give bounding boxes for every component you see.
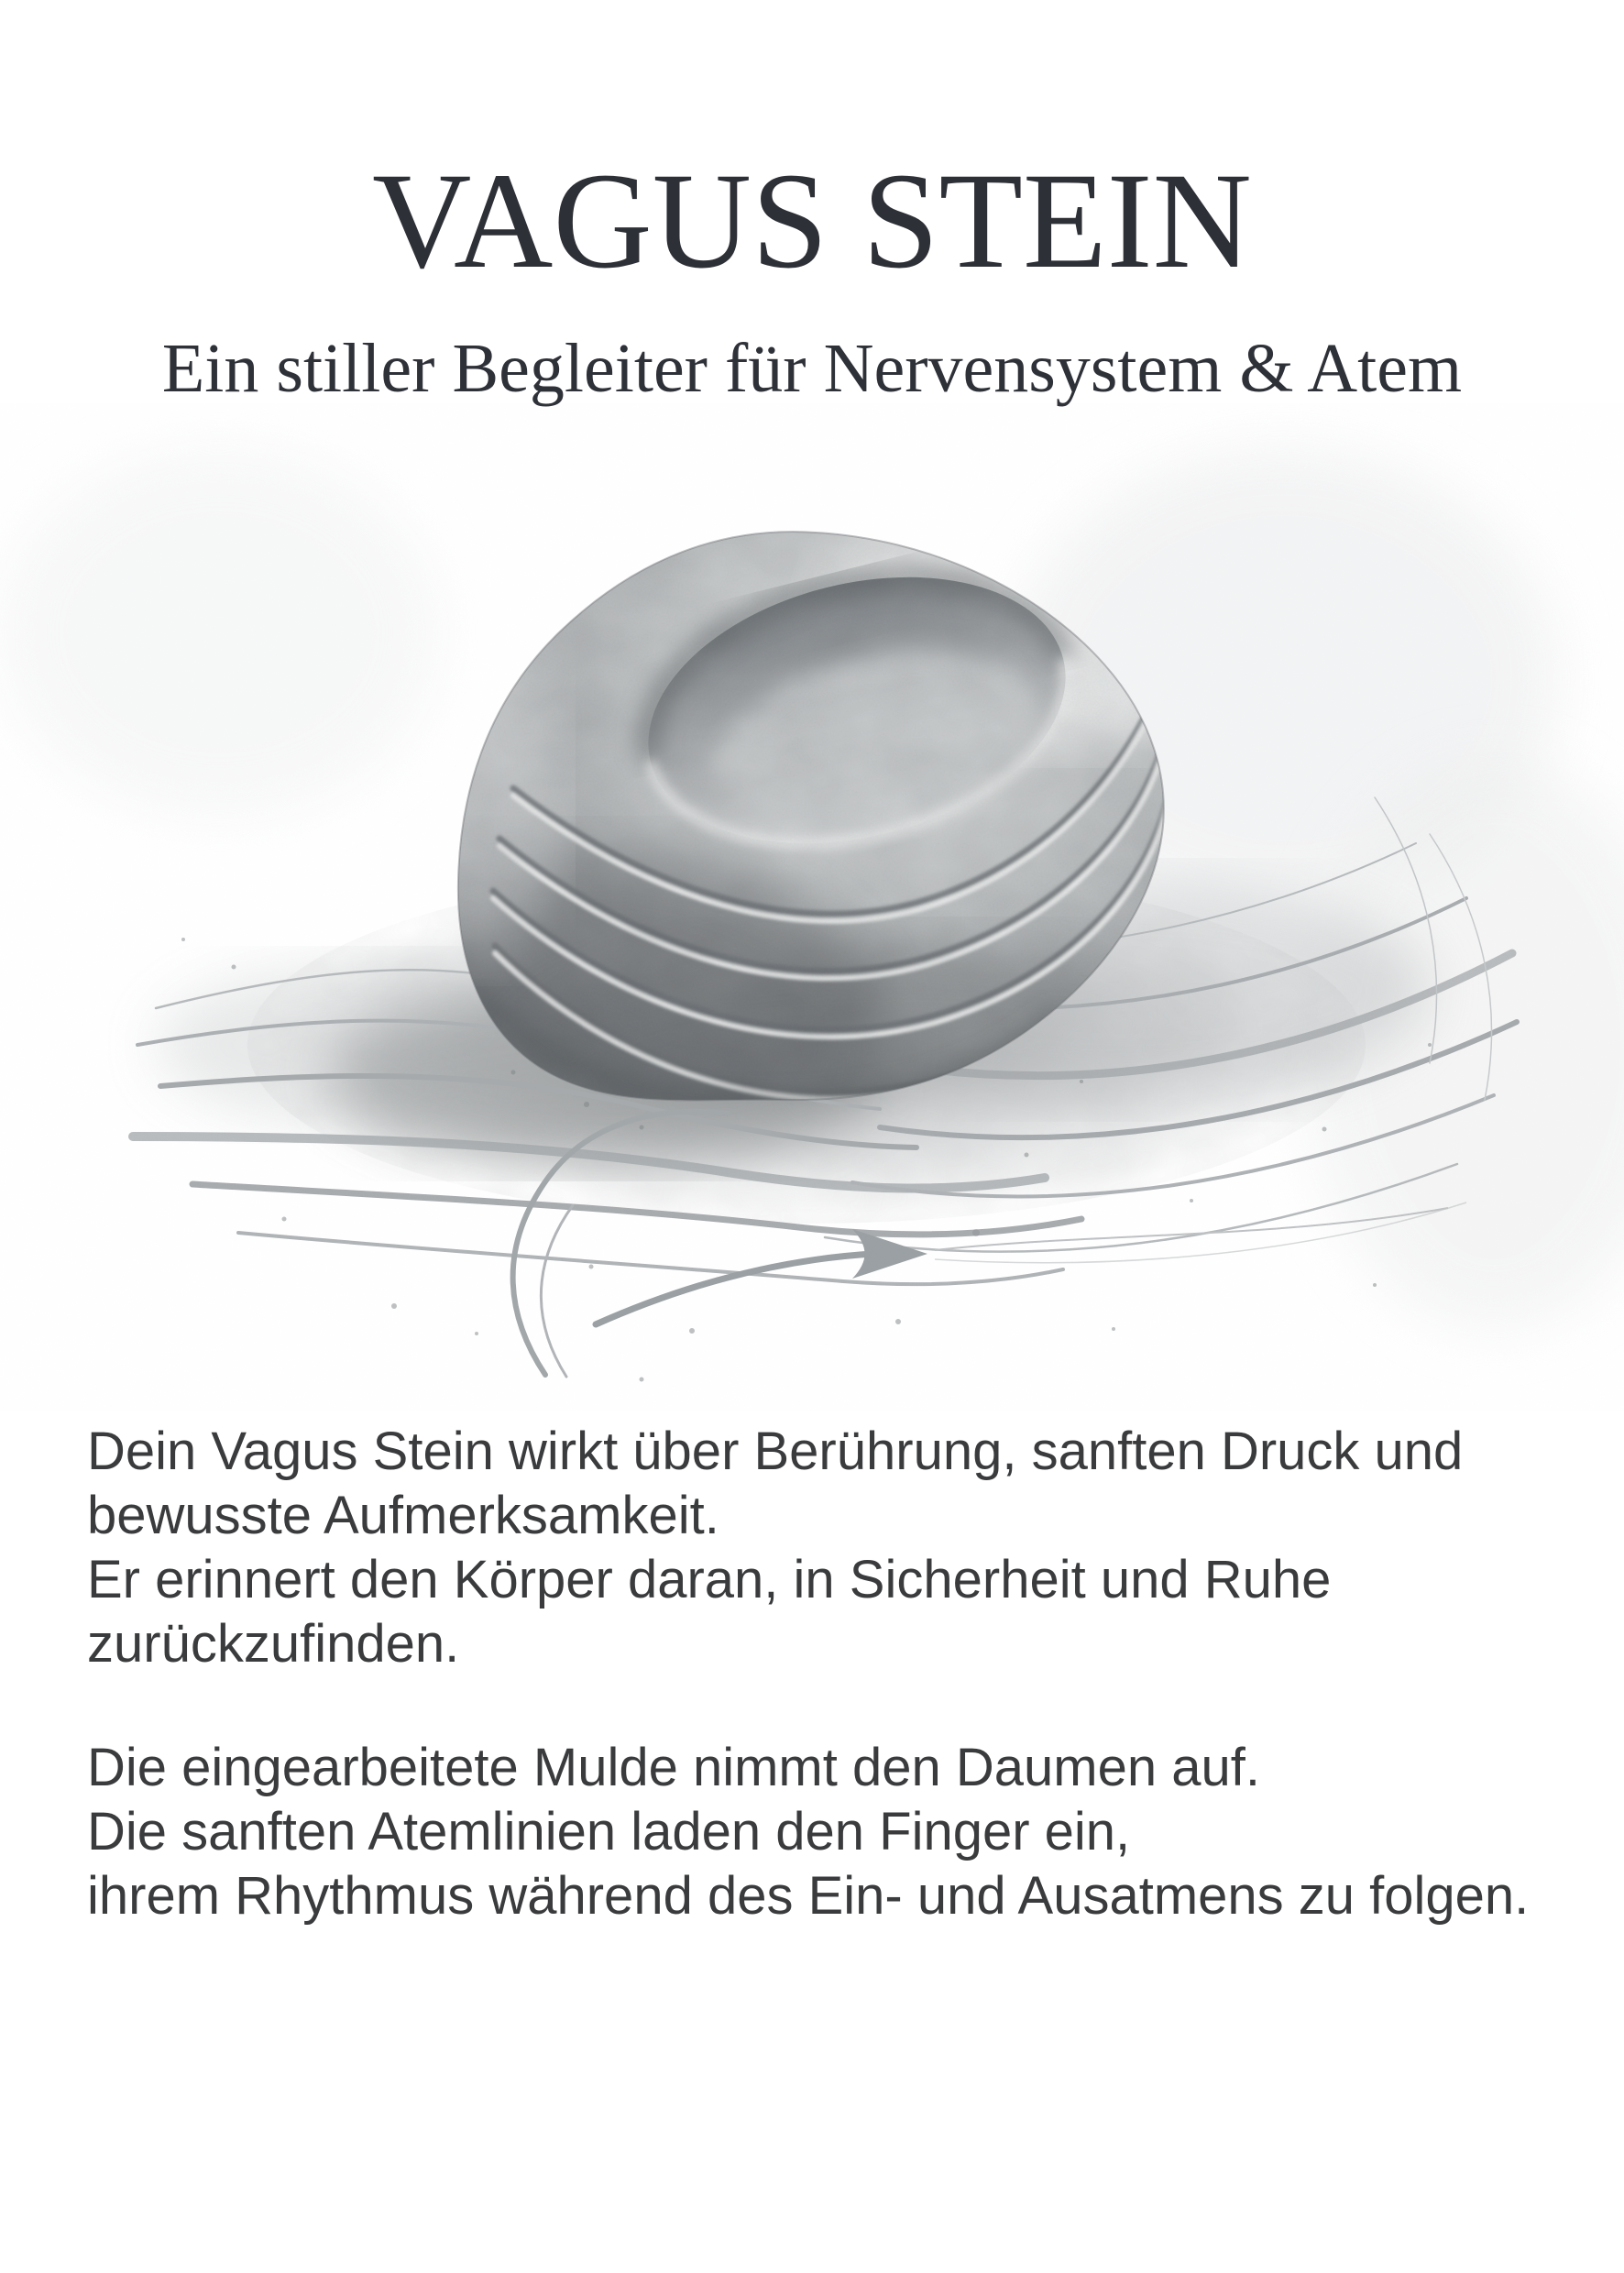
- paragraph-wirkung: [87, 1420, 1569, 1676]
- page-title: VAGUS STEIN: [372, 145, 1252, 297]
- text-line: bewusste Aufmerksamkeit.: [87, 1486, 719, 1545]
- text-line: Die eingearbeitete Mulde nimmt den Daumen auf.: [87, 1738, 1260, 1797]
- body-text: [87, 1420, 1569, 1928]
- text-line: Die sanften Atemlinien laden den Finger ein,: [87, 1802, 1131, 1861]
- page-subtitle: Ein stiller Begleiter für Nervensystem & Atem: [161, 330, 1463, 407]
- paper-grain-overlay: [0, 403, 1624, 1411]
- text-line: Dein Vagus Stein wirkt über Berührung, sanften Druck und: [87, 1422, 1464, 1481]
- text-line: Er erinnert den Körper daran, in Sicherheit und Ruhe: [87, 1550, 1332, 1609]
- text-line: ihrem Rhythmus während des Ein- und Ausatmens zu folgen.: [87, 1866, 1530, 1926]
- paragraph-anwendung: [87, 1736, 1569, 1928]
- stone-illustration: [0, 403, 1624, 1411]
- text-line: zurückzufinden.: [87, 1614, 460, 1674]
- stone-illustration-svg: [0, 403, 1624, 1411]
